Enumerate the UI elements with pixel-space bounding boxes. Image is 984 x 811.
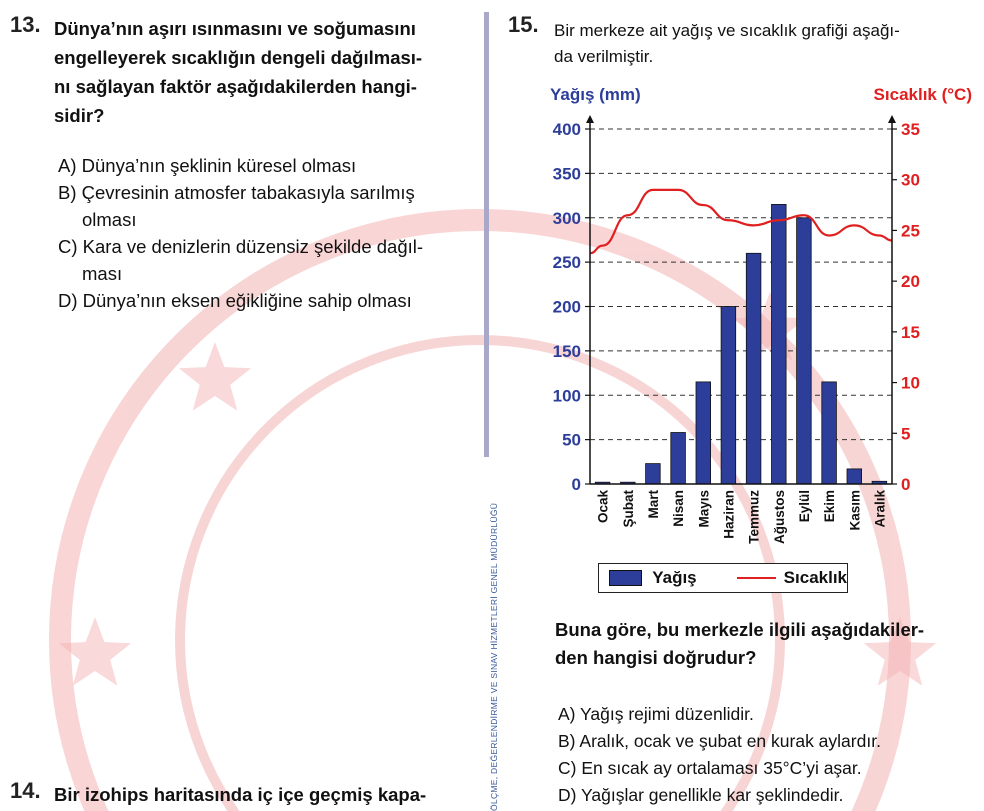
bar-Mart	[646, 464, 661, 484]
stem-line: da verilmiştir.	[554, 47, 654, 66]
prompt-line: Buna göre, bu merkezle ilgili aşağıdakiler-	[555, 619, 925, 640]
left-tick-label: 50	[562, 430, 581, 450]
x-tick-label: Aralık	[872, 490, 888, 528]
option-a[interactable]: A) Yağış rejimi düzenlidir.	[558, 704, 754, 724]
left-tick-label: 200	[552, 297, 581, 317]
legend-bar-swatch	[609, 570, 642, 586]
right-tick-label: 15	[901, 322, 920, 342]
right-tick-label: 5	[901, 424, 911, 444]
x-tick-label: Şubat	[620, 490, 636, 528]
stem-line: Dünya’nın aşırı ısınmasını ve soğumasını	[54, 18, 416, 39]
stem-line: sidir?	[54, 105, 105, 126]
divider-caption: ÖLÇME, DEĞERLENDİRME VE SINAV HİZMETLERİ GENEL MÜDÜRLÜĞÜ	[489, 502, 499, 811]
right-tick-label: 30	[901, 170, 920, 190]
question-stem: Bir izohips haritasında iç içe geçmiş kapa-	[54, 784, 427, 805]
question-13	[10, 12, 480, 311]
chart-legend	[598, 563, 848, 593]
climate-chart	[540, 78, 980, 563]
option-a[interactable]: A) Dünya’nın şeklinin küresel olması	[58, 155, 357, 176]
x-tick-label: Nisan	[671, 490, 687, 527]
question-15	[508, 12, 978, 66]
answer-options	[558, 701, 978, 809]
temperature-line	[590, 190, 892, 253]
bar-Mayıs	[696, 382, 711, 484]
answer-options	[58, 152, 483, 314]
left-tick-label: 0	[571, 475, 581, 494]
question-stem	[554, 18, 974, 70]
bar-Nisan	[671, 433, 686, 485]
option-b[interactable]: B) Çevresinin atmosfer tabakasıyla sarılmış olması	[58, 182, 415, 230]
right-axis-title: Sıcaklık (°C)	[873, 85, 972, 104]
right-axis-arrow	[888, 115, 896, 123]
x-tick-label: Mart	[645, 490, 661, 519]
stem-line: nı sağlayan faktör aşağıdakilerden hangi-	[54, 76, 417, 97]
left-tick-label: 100	[552, 386, 581, 406]
option-d[interactable]: D) Dünya’nın eksen eğikliğine sahip olması	[58, 290, 412, 311]
left-tick-label: 300	[552, 208, 581, 228]
legend-label-bar: Yağış	[652, 568, 697, 587]
watermark-star	[179, 342, 251, 411]
left-tick-label: 350	[552, 164, 581, 184]
x-tick-label: Ağustos	[771, 490, 787, 544]
bar-Haziran	[721, 307, 736, 485]
right-tick-label: 35	[901, 120, 920, 139]
option-b[interactable]: B) Aralık, ocak ve şubat en kurak aylardır.	[558, 731, 881, 751]
left-tick-label: 250	[552, 253, 581, 273]
left-tick-label: 400	[552, 120, 581, 139]
x-tick-label: Ocak	[595, 490, 611, 524]
question-14	[10, 778, 480, 804]
option-c[interactable]: C) En sıcak ay ortalaması 35°C’yi aşar.	[558, 758, 862, 778]
right-tick-label: 0	[901, 475, 911, 494]
option-c[interactable]: C) Kara ve denizlerin düzensiz şekilde dağıl- ması	[58, 236, 424, 284]
option-d[interactable]: D) Yağışlar genellikle kar şeklindedir.	[558, 785, 844, 805]
column-divider	[484, 12, 489, 457]
x-tick-label: Kasım	[847, 490, 863, 531]
question-number: 14.	[10, 778, 41, 803]
x-tick-label: Temmuz	[746, 490, 762, 544]
x-tick-label: Mayıs	[696, 490, 712, 528]
right-tick-label: 25	[901, 221, 920, 241]
x-tick-label: Haziran	[721, 490, 737, 539]
legend-label-line: Sıcaklık	[783, 568, 847, 587]
left-axis-title: Yağış (mm)	[550, 85, 641, 104]
question-number: 13.	[10, 12, 41, 37]
right-tick-label: 20	[901, 272, 920, 292]
question-stem	[54, 14, 479, 130]
x-tick-label: Eylül	[796, 490, 812, 523]
left-tick-label: 150	[552, 341, 581, 361]
stem-line: Bir merkeze ait yağış ve sıcaklık grafiği aşağı-	[554, 21, 900, 40]
legend-line-swatch	[737, 577, 776, 579]
x-tick-label: Ekim	[822, 490, 838, 523]
left-axis-arrow	[586, 115, 594, 123]
right-tick-label: 10	[901, 373, 920, 393]
question-prompt	[555, 616, 980, 672]
question-number: 15.	[508, 12, 539, 37]
prompt-line: den hangisi doğrudur?	[555, 647, 757, 668]
bar-Kasım	[847, 469, 862, 484]
stem-line: engelleyerek sıcaklığın dengeli dağılması-	[54, 47, 423, 68]
bar-Eylül	[797, 218, 812, 484]
bar-Ağustos	[772, 204, 787, 484]
bar-Temmuz	[746, 253, 761, 484]
bar-Ekim	[822, 382, 837, 484]
